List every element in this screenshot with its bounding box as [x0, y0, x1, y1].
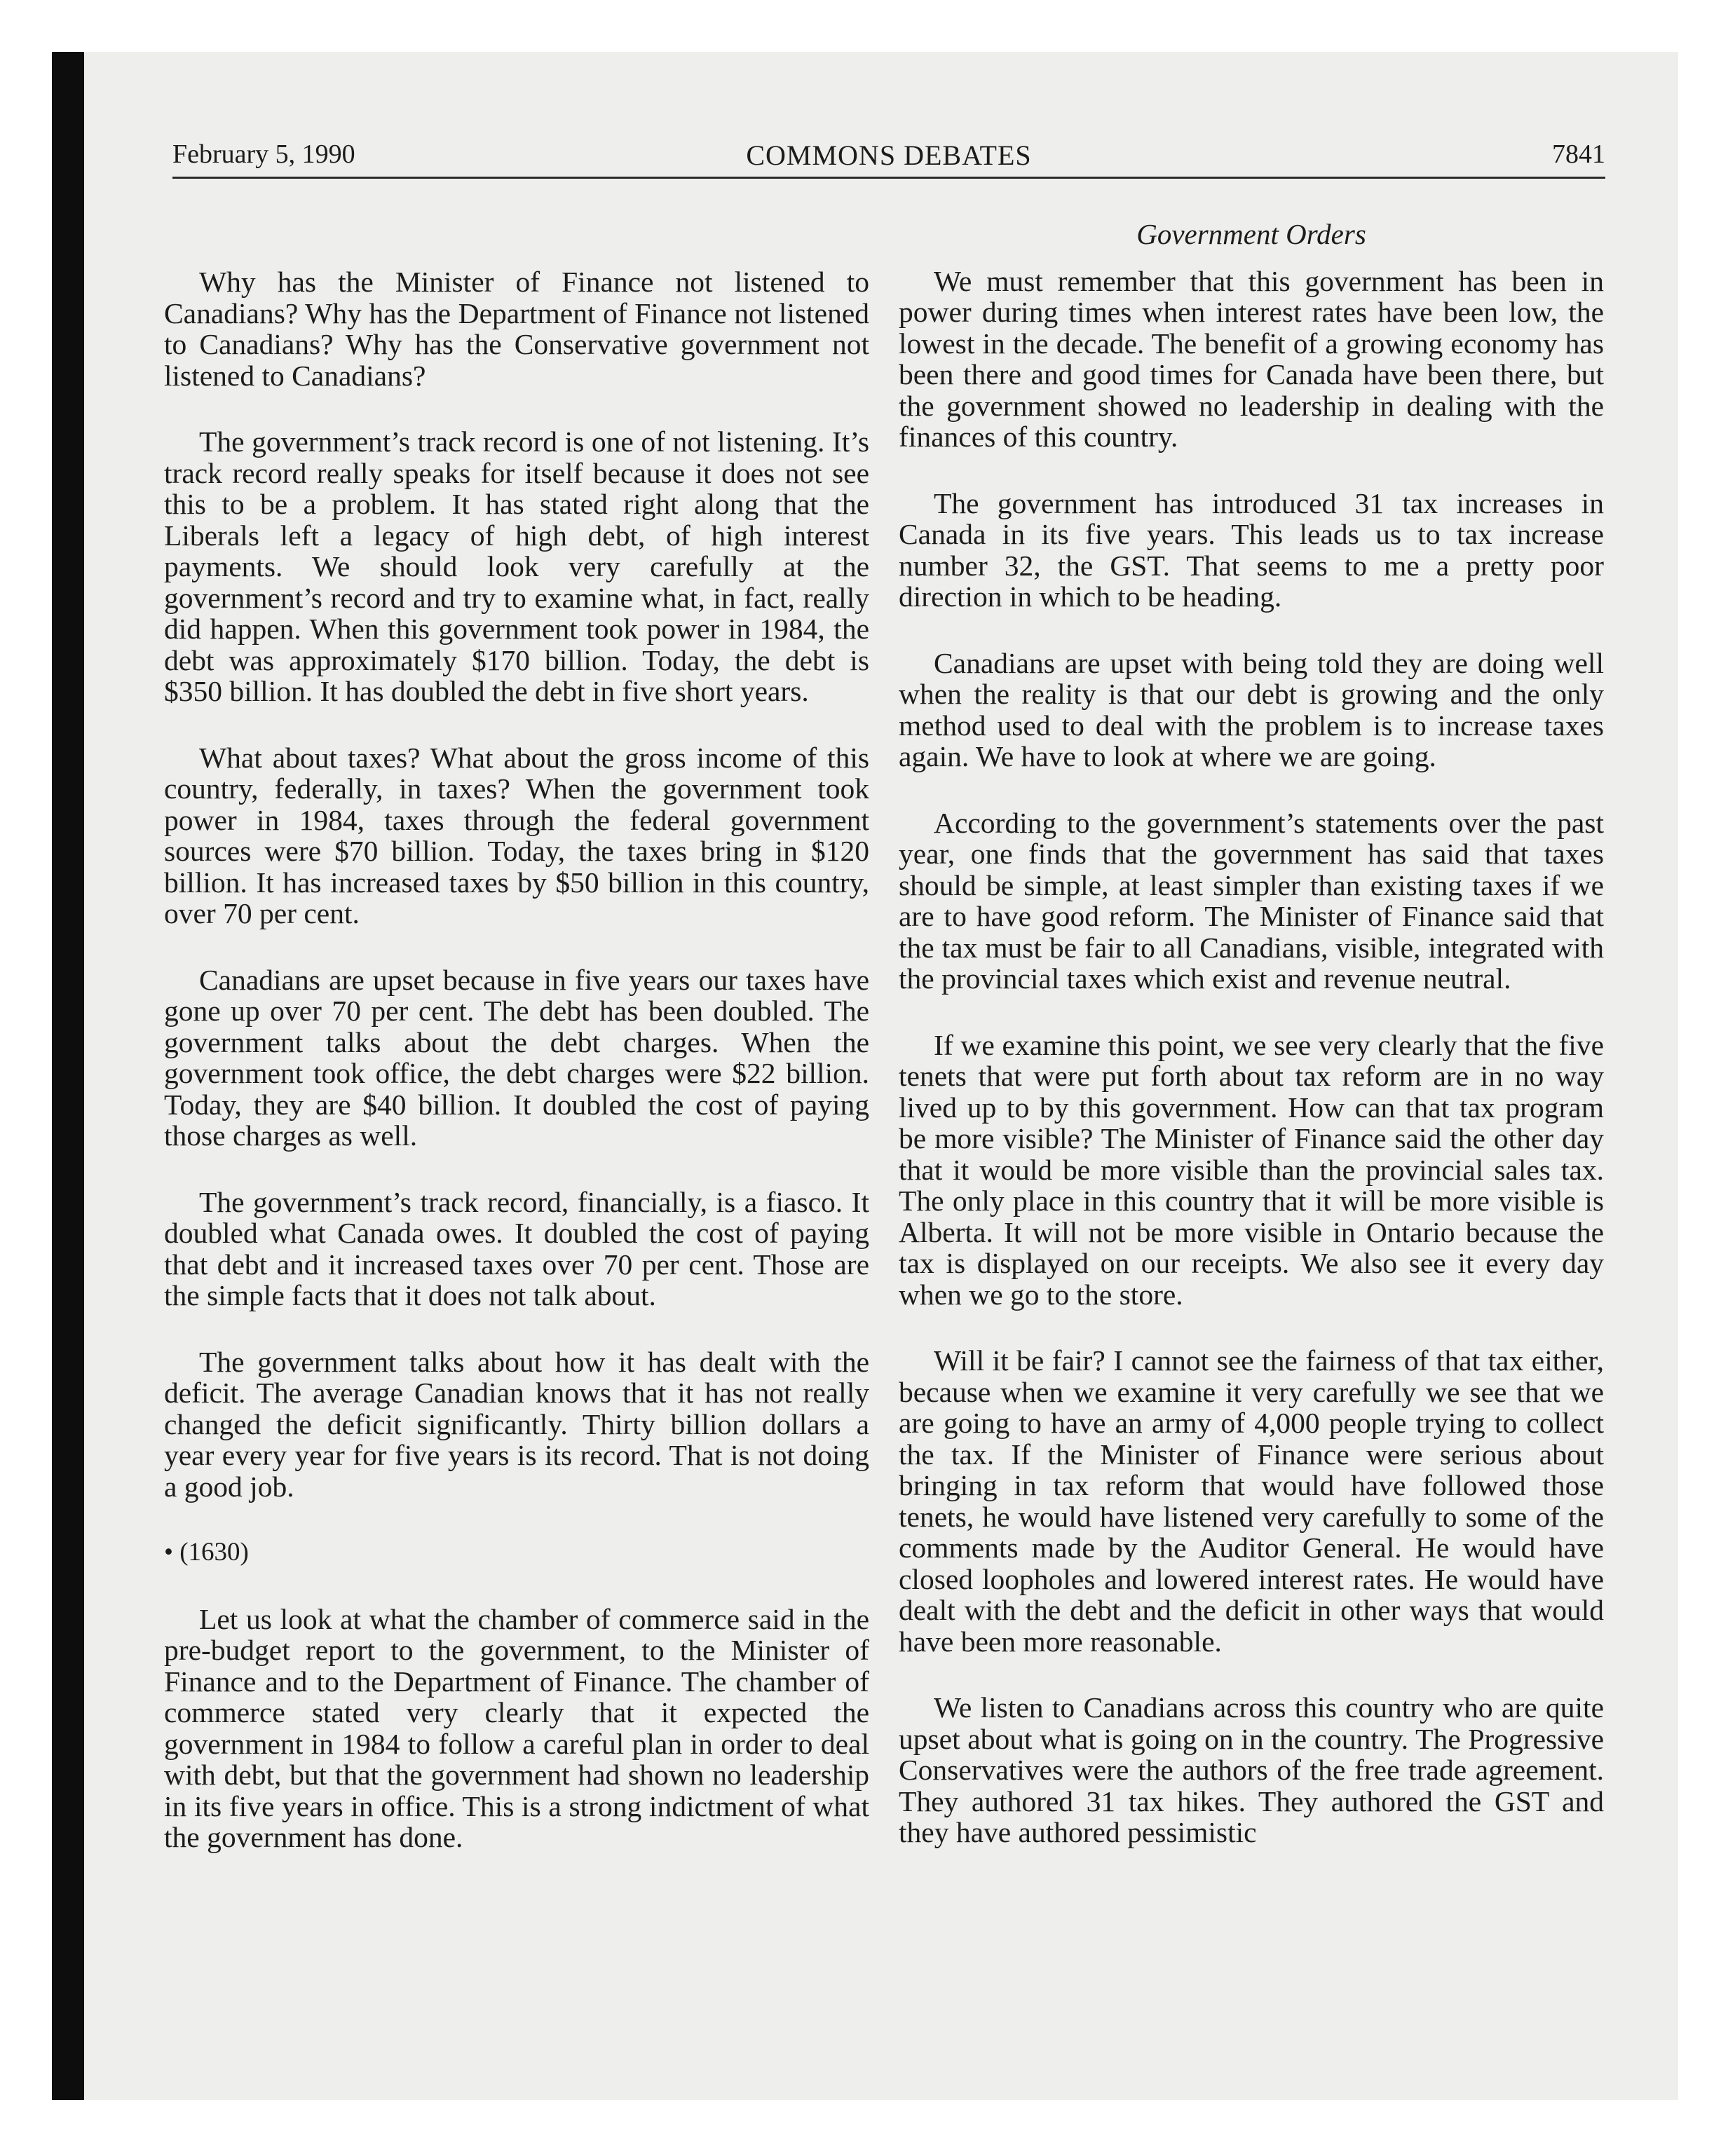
- paragraph: The government’s track record, financially, is a fiasco. It doubled what Canada owes. It doubled the cost of paying that debt and it increased taxes over 70 per cent. Those are the simple facts that it does not talk about.: [164, 1185, 869, 1311]
- right-column: [899, 219, 1604, 1848]
- paragraph: Will it be fair? I cannot see the fairness of that tax either, because when we examine it very carefully we see that we are going to have an army of 4,000 people trying to collect the tax. If the Minister of Finance were serious about bringing in tax reform that would have followed those tenets, he would have listened very carefully to some of the comments made by the Auditor General. He would have closed loopholes and lowered interest rates. He would have dealt with the debt and the deficit in other ways that would have been more reasonable.: [899, 1344, 1604, 1658]
- header-page-number: 7841: [1552, 139, 1605, 169]
- header-rule: [172, 177, 1605, 179]
- left-column: [164, 266, 869, 1853]
- paragraph: The government’s track record is one of not listening. It’s track record really speaks for itself because it does not see this to be a problem. It has stated right along that the Liberals left a legacy of high debt, of high interest payments. We should look very carefully at the government’s record and try to examine what, in fact, really did happen. When this government took power in 1984, the debt was approximately $170 billion. Today, the debt is $350 billion. It has doubled the debt in five short years.: [164, 425, 869, 707]
- binding-edge-shadow: [52, 52, 84, 2100]
- paragraph: The government talks about how it has dealt with the deficit. The average Canadian knows that it has not really changed the deficit significantly. Thirty billion dollars a year every year for five years is its record. That is not doing a good job.: [164, 1345, 869, 1503]
- paragraph: According to the government’s statements over the past year, one finds that the government has said that taxes should be simple, at least simpler than existing taxes if we are to have good reform. The Minister of Finance said that the tax must be fair to all Canadians, visible, integrated with the provincial taxes which exist and revenue neutral.: [899, 806, 1604, 995]
- paragraph: What about taxes? What about the gross income of this country, federally, in taxes? When the government took power in 1984, taxes through the federal government sources were $70 billion. Today, the taxes bring in $120 billion. It has increased taxes by $50 billion in this country, over 70 per cent.: [164, 741, 869, 929]
- header-date: February 5, 1990: [172, 139, 355, 169]
- time-marker: • (1630): [164, 1538, 249, 1567]
- paragraph: If we examine this point, we see very clearly that the five tenets that were put forth about tax reform are in no way lived up to by this government. How can that tax program be more visible? The Minister of Finance said the other day that it would be more visible than the provincial sales tax. The only place in this country that it will be more visible is Alberta. It will not be more visible in Ontario because the tax is displayed on our receipts. We also see it every day when we go to the store.: [899, 1028, 1604, 1311]
- paragraph: We listen to Canadians across this country who are quite upset about what is going on in the country. The Progressive Conservatives were the authors of the free trade agreement. They authored 31 tax hikes. They authored the GST and they have authored pessimistic: [899, 1691, 1604, 1848]
- paragraph: Canadians are upset because in five years our taxes have gone up over 70 per cent. The debt has been doubled. The government talks about the debt charges. When the government took office, the debt charges were $22 billion. Today, they are $40 billion. It doubled the cost of paying those charges as well.: [164, 963, 869, 1152]
- paragraph: Why has the Minister of Finance not listened to Canadians? Why has the Department of Finance not listened to Canadians? Why has the Conservative government not listened to Canadians?: [164, 266, 869, 392]
- paragraph: We must remember that this government has been in power during times when interest rates have been low, the lowest in the decade. The benefit of a growing economy has been there and good times for Canada have been there, but the government showed no leadership in dealing with the finances of this country.: [899, 264, 1604, 453]
- paragraph: Let us look at what the chamber of commerce said in the pre-budget report to the government, to the Minister of Finance and to the Department of Finance. The chamber of commerce stated very clearly that it expected the government in 1984 to follow a careful plan in order to deal with debt, but that the government had shown no leadership in its five years in office. This is a strong indictment of what the government has done.: [164, 1602, 869, 1853]
- section-heading: Government Orders: [1136, 218, 1366, 250]
- header-journal-title: COMMONS DEBATES: [746, 139, 1032, 171]
- paragraph: The government has introduced 31 tax increases in Canada in its five years. This leads us to tax increase number 32, the GST. That seems to me a pretty poor direction in which to be heading.: [899, 486, 1604, 613]
- running-header: [172, 132, 1605, 181]
- paragraph: Canadians are upset with being told they are doing well when the reality is that our debt is growing and the only method used to deal with the problem is to increase taxes again. We have to look at where we are going.: [899, 646, 1604, 772]
